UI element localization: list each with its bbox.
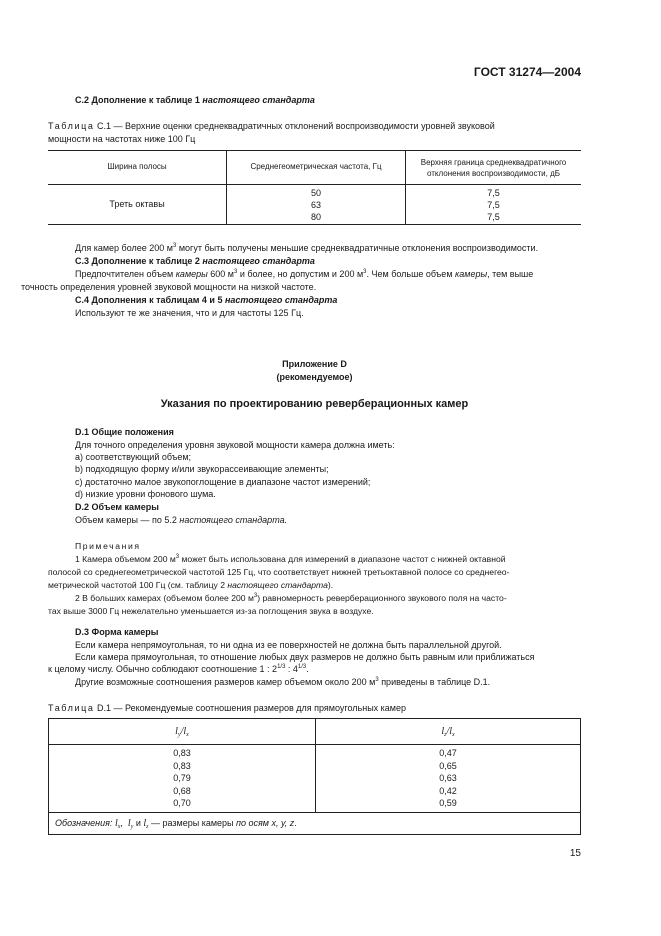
table-c1-dev-cell (406, 185, 582, 225)
table-cell: 0,42 (439, 785, 457, 796)
table-c1-header-freq: Среднегеометрическая частота, Гц (227, 151, 406, 185)
table-cell: 0,79 (173, 773, 191, 784)
table-d1-caption: Таблица D.1 — Рекомендуемые соотношения размеров для прямоугольных камер (48, 703, 407, 713)
table-cell: 0,70 (173, 798, 191, 809)
table-d1-col-lz (316, 745, 581, 813)
note-2-line2: тах выше 3000 Гц нежелательно уменьшается из-за поглощения звука в воздухе. (48, 606, 374, 616)
table-cell: 0,47 (439, 748, 457, 759)
list-item: c) достаточно малое звукопоглощение в диапазоне частот измерений; (75, 477, 371, 487)
table-c1-dev: 7,5 (487, 187, 500, 198)
section-c3-heading: С.3 Дополнение к таблице 2 настоящего стандарта (75, 256, 315, 266)
notes-title: Примечания (75, 541, 141, 551)
list-item: d) низкие уровни фонового шума. (75, 489, 216, 499)
section-d1-heading: D.1 Общие положения (75, 427, 174, 437)
appendix-title: Приложение D (282, 359, 347, 369)
table-cell: 0,83 (173, 748, 191, 759)
table-d1-col-ly (49, 745, 316, 813)
table-c1-dev: 7,5 (487, 199, 500, 210)
section-c4-heading: С.4 Дополнения к таблицам 4 и 5 настоящего стандарта (75, 295, 338, 305)
section-d3-heading: D.3 Форма камеры (75, 627, 159, 637)
table-cell: 0,83 (173, 760, 191, 771)
section-d2-heading: D.2 Объем камеры (75, 502, 159, 512)
appendix-heading: Указания по проектированию реверберационных камер (160, 398, 469, 410)
page-number: 15 (569, 848, 581, 859)
table-c1-caption: Таблица С.1 — Верхние оценки среднеквадратичных отклонений воспроизводимости уровней звуковой мощности на частотах ниже 100 Гц (48, 121, 495, 144)
table-c1-header-dev: Верхняя граница среднеквадратичного отклонения воспроизводимости, дБ (406, 151, 582, 185)
table-cell: 0,68 (173, 785, 191, 796)
table-c1-dev: 7,5 (487, 211, 500, 222)
table-c1-freq: 80 (310, 211, 321, 222)
table-cell: 0,59 (439, 798, 457, 809)
table-c1-freq-cell (227, 185, 406, 225)
table-d1-header-lz-lx: $l_z/l_x$ (316, 719, 581, 745)
section-c3-text: Предпочтителен объем камеры 600 $м^3$ и более, но допустим и 200 $м^3$. Чем больше объем камеры, тем выше точность определения уровней звуковой мощности на низкой частоте. (21, 269, 534, 292)
table-c1-band-cell: Треть октавы (48, 185, 227, 225)
table-cell: 0,63 (439, 773, 457, 784)
section-c2-heading: С.2 Дополнение к таблице 1 настоящего стандарта (75, 95, 315, 105)
c2-note: Для камер более 200 $м^3$ могут быть получены меньшие среднеквадратичные отклонения воспроизводимости. (75, 243, 539, 253)
list-item: a) соответствующий объем; (75, 452, 192, 462)
table-d1-legend: Обозначения: $l_x$, $l_y$ и $l_z$ — размеры камеры по осям x, y, z. (49, 813, 581, 835)
section-d3-p3: к целому числу. Обычно соблюдают соотношение 1 : $2^{1/3}$ : $4^{1/3}$. (48, 664, 309, 674)
section-d3-p4: Другие возможные соотношения размеров камер объемом около 200 $м^3$ приведены в таблице D.1. (75, 677, 491, 687)
appendix-subtitle: (рекомендуемое) (276, 372, 353, 382)
table-c1-freq: 50 (310, 187, 321, 198)
table-c1-freq: 63 (310, 199, 321, 210)
table-c1 (48, 150, 581, 225)
section-d1-intro: Для точного определения уровня звуковой мощности камера должна иметь: (75, 440, 395, 450)
note-1: 1 Камера объемом 200 $м^3$ может быть использована для измерений в диапазоне частот с нижней октавной (75, 554, 506, 564)
table-d1-header-ly-lx: $l_y/l_x$ (49, 719, 316, 745)
note-2: 2 В больших камерах (объемом более 200 $м^3$) равномерность реверберационного звукового поля на часто- (75, 593, 507, 603)
table-cell: 0,65 (439, 760, 457, 771)
section-c4-text: Используют те же значения, что и для частоты 125 Гц. (75, 308, 304, 318)
notes-block (48, 540, 581, 618)
document-code: ГОСТ 31274—2004 (473, 65, 581, 79)
section-d3-p1: Если камера непрямоугольная, то ни одна из ее поверхностей не должна быть параллельной другой. (75, 640, 502, 650)
table-c1-header-band: Ширина полосы (48, 151, 227, 185)
note-1-line2: полосой со среднегеометрической частотой 125 Гц, что соответствует нижней третьоктавной полосе со среднегео- (48, 567, 510, 577)
note-1-line3: метрической частотой 100 Гц (см. таблицу 2 настоящего стандарта). (48, 580, 334, 590)
table-d1 (48, 718, 581, 835)
section-d2-text: Объем камеры — по 5.2 настоящего стандарта. (75, 515, 288, 525)
section-d3-p2: Если камера прямоугольная, то отношение любых двух размеров не должно быть равным или приближаться (75, 652, 535, 662)
list-item: b) подходящую форму и/или звукорассеивающие элементы; (75, 464, 329, 474)
